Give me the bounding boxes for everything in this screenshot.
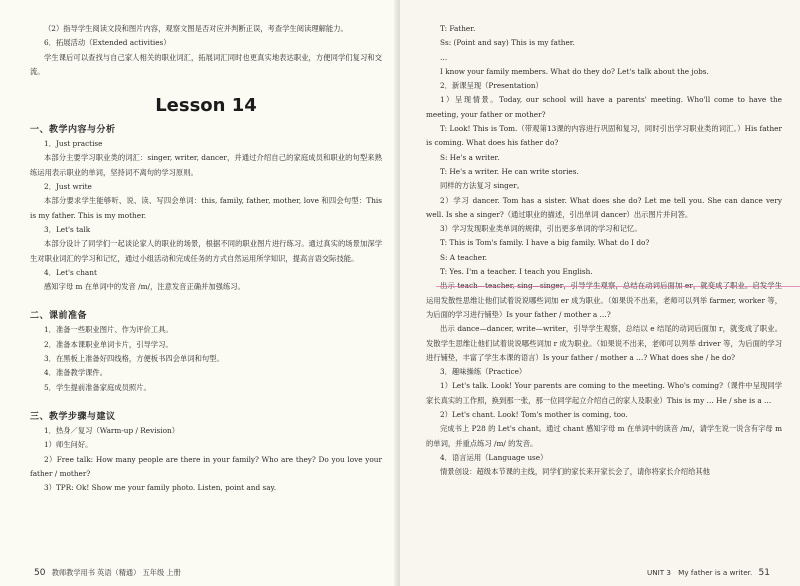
- paragraph: 出示 dance—dancer, write—writer，引导学生观察，总结以 e 结尾的动词后面加 r，就变成了职业。发散学生思维让他们试着说说哪些词加 r 成为职业。（如果说不出来，老师可以列举 driver 等，为后面的学习进行铺垫，丰富了学生本课的语言）Is your father / mother a …? What does she / he do?: [426, 324, 782, 362]
- dialogue-line: …: [440, 52, 448, 62]
- paragraph: T: Look! This is Tom.（带观第13课的内容进行巩固和复习，同时引出学习职业类的词汇。）His father is coming. What does his father do?: [426, 124, 782, 148]
- left-text-column: [30, 22, 382, 495]
- running-title: 教师教学用书 英语（精通） 五年级 上册: [51, 568, 181, 577]
- scan-artifact-line: [436, 286, 800, 287]
- right-folio: [647, 568, 774, 578]
- item-body: 本部分要求学生能够听、说、读、写四会单词：this, family, father, mother, love 和四会句型：This is my father. This is my mother.: [30, 196, 382, 220]
- intro-paragraph: （2）指导学生阅读文段和图片内容，观察文图是否对应并判断正误，考查学生阅读理解能力。: [44, 24, 348, 33]
- paragraph: 2）Let's chant. Look! Tom's mother is coming, too.: [440, 410, 628, 420]
- item-heading: 3．Let's talk: [44, 224, 91, 234]
- dialogue-line: S: A teacher.: [440, 252, 488, 262]
- list-item: 5．学生提前准备家庭成员照片。: [44, 382, 151, 392]
- section-heading: 二、课前准备: [30, 311, 88, 322]
- dialogue-line: Ss: (Point and say) This is my father.: [440, 38, 575, 48]
- dialogue-line: T: Father.: [440, 24, 476, 33]
- step-heading: 4．语言运用（Language use）: [440, 452, 548, 462]
- paragraph: 1）呈现情景。Today, our school will have a parents' meeting. Who'll come to have the meeting, your father or mother?: [426, 95, 782, 119]
- item-body: 本部分设计了同学们一起谈论家人的职业的场景，根据不同的职业图片进行练习。通过真实的场景加深学生对职业词汇的学习和记忆，通过小组活动和完成任务的方式自然运用所学知识，提高言语交际技能。: [30, 239, 382, 263]
- paragraph: 运用发散性思维让他们试着说说哪些词加 er 成为职业。（如果说不出来，老师可以列举 farmer, worker 等，为后面的学习进行铺垫）Is your father / mother a …?: [426, 295, 782, 319]
- list-item: 2）Free talk: How many people are there in your family? Who are they? Do you love your father / mother?: [30, 454, 382, 478]
- list-item: 4．准备教学课件。: [44, 368, 108, 378]
- item-heading: 2．Just write: [44, 182, 92, 192]
- dialogue-line: T: He's a writer. He can write stories.: [440, 166, 579, 176]
- list-item: 3）TPR: Ok! Show me your family photo. Listen, point and say.: [44, 483, 277, 493]
- running-title: UNIT 3 My father is a writer.: [646, 568, 753, 577]
- dialogue-line: I know your family members. What do they do? Let's talk about the jobs.: [440, 66, 709, 76]
- intro-paragraph: 学生课后可以查找与自己家人相关的职业词汇，拓展词汇同时也更真实地表达职业，方便同学们复习和交流。: [30, 52, 382, 76]
- section-heading: 一、教学内容与分析: [30, 125, 116, 136]
- paragraph: 1）Let's talk. Look! Your parents are coming to the meeting. Who's coming?（课件中呈现同学家长真实的工作照，换到那一张，那一位同学起立介绍自己的家人及职业）This is my … He / she is a …: [426, 381, 782, 405]
- list-item: 3．在黑板上准备好四线格，方便板书四会单词和句型。: [44, 354, 224, 364]
- page-number: 51: [758, 568, 770, 578]
- left-folio: [30, 568, 181, 578]
- step-heading: 3．趣味操练（Practice）: [440, 367, 527, 377]
- item-heading: 1．热身／复习（Warm-up / Revision）: [44, 425, 180, 435]
- page-number: 50: [34, 568, 46, 578]
- item-heading: 4．Let's chant: [44, 267, 97, 277]
- paragraph: 同样的方法复习 singer。: [440, 181, 524, 191]
- paragraph: 3）学习发现职业类单词的规律，引出更多单词的学习和记忆。: [440, 224, 642, 234]
- list-item: 2．准备本课职业单词卡片，引导学习。: [44, 339, 173, 349]
- dialogue-line: T: Yes. I'm a teacher. I teach you English.: [440, 267, 593, 277]
- intro-step-heading: 6．拓展活动（Extended activities）: [44, 38, 171, 48]
- item-heading: 1．Just practise: [44, 139, 103, 149]
- paragraph: 情景创设：超级本节课的主线，同学们的家长来开家长会了，请你将家长介绍给其他: [440, 467, 710, 477]
- list-item: 1）师生问好。: [44, 440, 93, 450]
- lesson-title: Lesson 14: [155, 95, 257, 117]
- item-body: 本部分主要学习职业类的词汇：singer, writer, dancer，并通过介绍自己的家庭成员和职业的句型来熟练运用表示职业的单词，坚持词不离句的学习原则。: [30, 153, 382, 177]
- list-item: 1．准备一些职业图片、作为评价工具。: [44, 325, 173, 335]
- section-heading: 三、教学步骤与建议: [30, 411, 116, 422]
- dialogue-line: S: He's a writer.: [440, 152, 500, 162]
- item-body: 感知字母 m 在单词中的发音 /m/，注意发音正确并加强练习。: [44, 282, 245, 292]
- dialogue-line: T: This is Tom's family. I have a big family. What do I do?: [440, 238, 650, 248]
- step-heading: 2．新课呈现（Presentation）: [440, 81, 543, 91]
- paragraph: 完成书上 P28 的 Let's chant。通过 chant 感知字母 m 在单词中的读音 /m/，请学生说一说含有字母 m 的单词，并重点练习 /m/ 的发音。: [426, 424, 782, 448]
- paragraph: 2）学习 dancer. Tom has a sister. What does she do? Let me tell you. She can dance very well. Is she a singer?（通过职业的描述，引出单词 dancer）出示图片并问答。: [426, 195, 782, 219]
- right-text-column: [426, 22, 782, 480]
- right-page: [400, 0, 800, 586]
